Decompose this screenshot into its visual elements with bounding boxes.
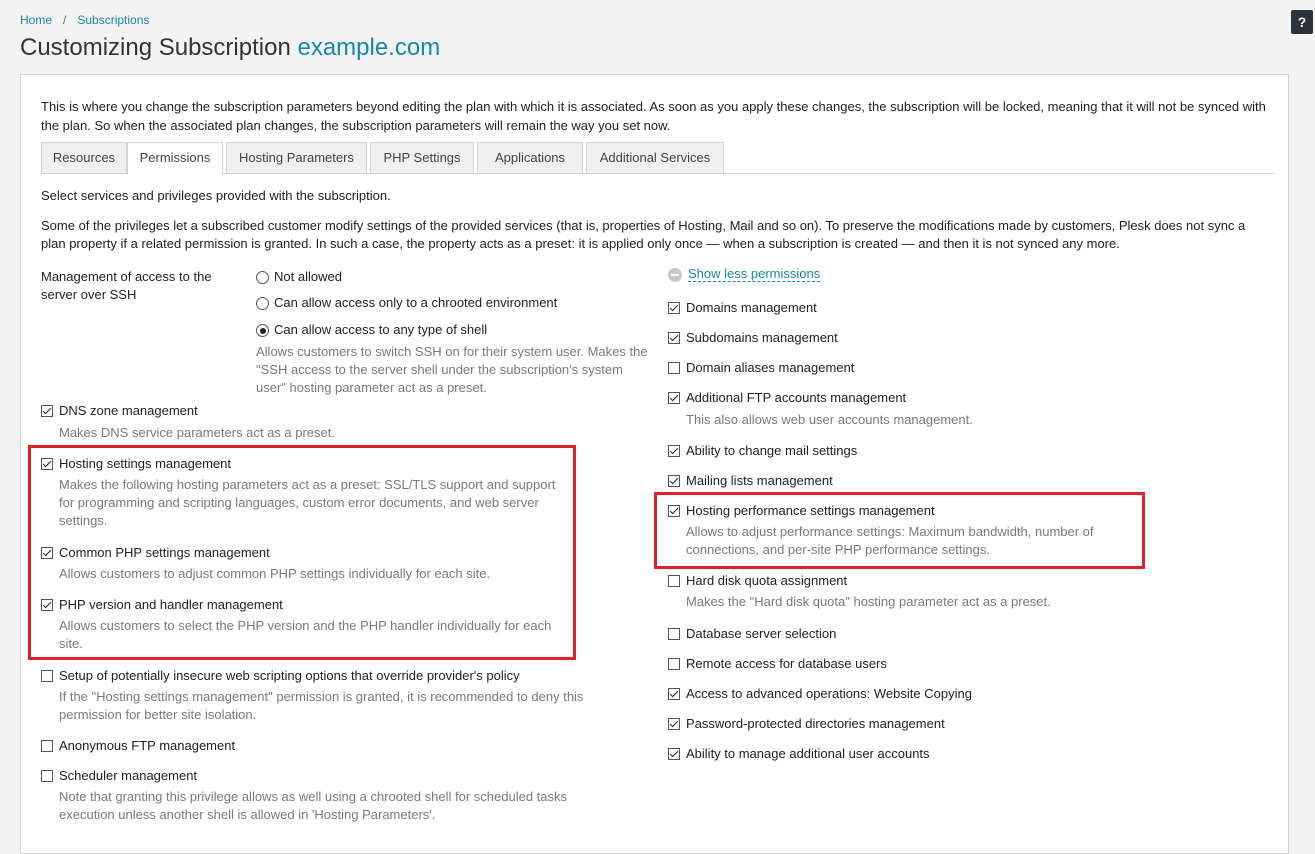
collapse-minus-icon[interactable]	[668, 268, 682, 282]
common-php-label[interactable]: Common PHP settings management	[59, 545, 270, 560]
ssh-not-allowed-radio[interactable]	[256, 271, 269, 284]
website-copying-checkbox[interactable]	[668, 688, 680, 700]
show-less-permissions-link[interactable]: Show less permissions	[688, 266, 821, 281]
ssh-hint: Allows customers to switch SSH on for their system user. Makes the "SSH access to the server shell under the subscription's system user" hosting parameter act as a preset.	[256, 344, 648, 395]
dns-zone-label[interactable]: DNS zone management	[59, 403, 198, 418]
insecure-scripting-label[interactable]: Setup of potentially insecure web scripting options that override provider's policy	[59, 668, 520, 683]
highlight-box-left	[28, 445, 576, 660]
intro-text: This is where you change the subscription parameters beyond editing the plan with which it is associated. As soon as you apply these changes, the subscription will be locked, meaning that it will not be synced with the plan. So when the associated plan changes, the subscription parameters will remain the way you set now.	[41, 99, 1266, 133]
hosting-settings-label[interactable]: Hosting settings management	[59, 456, 231, 471]
tab-hosting-parameters[interactable]: Hosting Parameters	[226, 142, 367, 174]
performance-settings-hint: Allows to adjust performance settings: Maximum bandwidth, number of connections, and per-site PHP performance settings.	[686, 524, 1094, 557]
tab-permissions[interactable]: Permissions	[127, 142, 223, 175]
tab-php-settings[interactable]: PHP Settings	[370, 142, 474, 174]
ftp-accounts-hint: This also allows web user accounts management.	[686, 412, 973, 427]
protected-dirs-checkbox[interactable]	[668, 718, 680, 730]
ssh-access-label: Management of access to the server over SSH	[41, 269, 212, 302]
scheduler-hint: Note that granting this privilege allows as well using a chrooted shell for scheduled tasks execution unless another shell is allowed in 'Hosting Parameters'.	[59, 789, 567, 822]
ftp-accounts-label[interactable]: Additional FTP accounts management	[686, 390, 907, 405]
ssh-any-shell-radio[interactable]	[256, 324, 269, 337]
mailing-lists-checkbox[interactable]	[668, 475, 680, 487]
breadcrumb-subscriptions-link[interactable]: Subscriptions	[77, 13, 150, 27]
user-accounts-label[interactable]: Ability to manage additional user accounts	[686, 746, 930, 761]
db-server-checkbox[interactable]	[668, 628, 680, 640]
ssh-chrooted-label[interactable]: Can allow access only to a chrooted environment	[274, 295, 558, 310]
domain-aliases-checkbox[interactable]	[668, 362, 680, 374]
hosting-settings-hint: Makes the following hosting parameters act as a preset: SSL/TLS support and support for programming and scripting languages, custom error documents, and web server settings.	[59, 477, 556, 528]
ftp-accounts-checkbox[interactable]	[668, 392, 680, 404]
ssh-any-shell-label[interactable]: Can allow access to any type of shell	[274, 322, 488, 337]
user-accounts-checkbox[interactable]	[668, 748, 680, 760]
subdomains-mgmt-checkbox[interactable]	[668, 332, 680, 344]
dns-zone-checkbox[interactable]	[41, 405, 53, 417]
select-services-text: Select services and privileges provided with the subscription.	[41, 188, 391, 203]
scheduler-checkbox[interactable]	[41, 770, 53, 782]
help-button[interactable]: ?	[1291, 10, 1313, 34]
mail-settings-checkbox[interactable]	[668, 445, 680, 457]
protected-dirs-label[interactable]: Password-protected directories management	[686, 716, 945, 731]
remote-db-access-label[interactable]: Remote access for database users	[686, 656, 887, 671]
permissions-info-text: Some of the privileges let a subscribed customer modify settings of the provided services (that is, properties of Hosting, Mail and so on). To preserve the modifications made by customers, Plesk does not sync a plan property if a related permission is granted. In such a case, the property acts as a preset: it is applied only once — when a subscription is created — and then it is not synced any more.	[41, 218, 1246, 251]
page-title-prefix: Customizing Subscription	[20, 34, 291, 61]
tab-resources[interactable]: Resources	[41, 142, 127, 174]
anonymous-ftp-label[interactable]: Anonymous FTP management	[59, 738, 236, 753]
domain-aliases-label[interactable]: Domain aliases management	[686, 360, 855, 375]
common-php-hint: Allows customers to adjust common PHP settings individually for each site.	[59, 566, 491, 581]
insecure-scripting-hint: If the "Hosting settings management" permission is granted, it is recommended to deny this permission for better site isolation.	[59, 689, 584, 722]
mail-settings-label[interactable]: Ability to change mail settings	[686, 443, 858, 458]
mailing-lists-label[interactable]: Mailing lists management	[686, 473, 833, 488]
insecure-scripting-checkbox[interactable]	[41, 670, 53, 682]
php-version-hint: Allows customers to select the PHP version and the PHP handler individually for each site.	[59, 618, 552, 651]
subdomains-mgmt-label[interactable]: Subdomains management	[686, 330, 838, 345]
remote-db-access-checkbox[interactable]	[668, 658, 680, 670]
domains-mgmt-label[interactable]: Domains management	[686, 300, 817, 315]
ssh-chrooted-radio[interactable]	[256, 297, 269, 310]
breadcrumb-separator: /	[63, 13, 67, 27]
website-copying-label[interactable]: Access to advanced operations: Website Copying	[686, 686, 972, 701]
scheduler-label[interactable]: Scheduler management	[59, 768, 198, 783]
ssh-not-allowed-label[interactable]: Not allowed	[274, 269, 342, 284]
highlight-box-right	[654, 492, 1145, 569]
tab-bar	[41, 142, 1275, 174]
tab-additional-services[interactable]: Additional Services	[586, 142, 724, 174]
performance-settings-label[interactable]: Hosting performance settings management	[686, 503, 935, 518]
anonymous-ftp-checkbox[interactable]	[41, 740, 53, 752]
breadcrumb-home-link[interactable]: Home	[20, 13, 53, 27]
page-title-domain: example.com	[297, 34, 441, 61]
disk-quota-checkbox[interactable]	[668, 575, 680, 587]
domains-mgmt-checkbox[interactable]	[668, 302, 680, 314]
page-title	[20, 34, 440, 62]
dns-zone-hint: Makes DNS service parameters act as a preset.	[59, 425, 335, 440]
db-server-label[interactable]: Database server selection	[686, 626, 837, 641]
tab-applications[interactable]: Applications	[477, 142, 583, 174]
disk-quota-hint: Makes the "Hard disk quota" hosting parameter act as a preset.	[686, 594, 1051, 609]
disk-quota-label[interactable]: Hard disk quota assignment	[686, 573, 848, 588]
php-version-label[interactable]: PHP version and handler management	[59, 597, 283, 612]
breadcrumb	[20, 13, 149, 27]
